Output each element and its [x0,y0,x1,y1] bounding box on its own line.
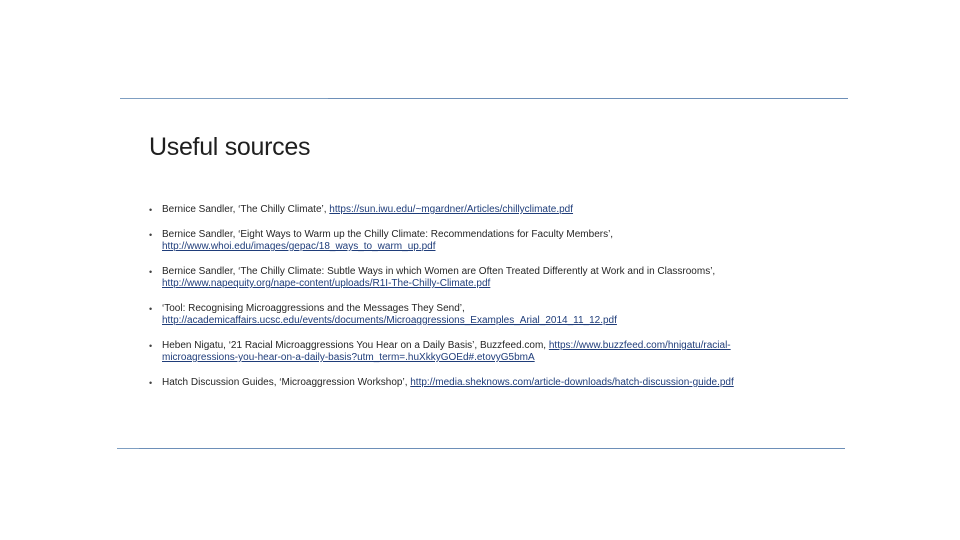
source-text: Bernice Sandler, ‘Eight Ways to Warm up the Chilly Climate: Recommendations for Faculty Members’, [162,229,614,240]
sources-list [149,204,829,389]
source-item-sandler-subtle-ways [149,266,829,290]
source-item-sandler-chilly-climate [149,204,829,216]
source-link[interactable]: http://media.sheknows.com/article-downloads/hatch-discussion-guide.pdf [410,377,734,388]
source-link[interactable]: https://www.buzzfeed.com/hnigatu/racial- [548,340,731,351]
bullet-icon: • [149,378,153,388]
bottom-divider-left [117,448,139,449]
source-item-nigatu-buzzfeed [149,340,829,364]
top-divider-right [328,98,848,99]
bullet-icon: • [149,304,153,314]
source-link[interactable]: http://academicaffairs.ucsc.edu/events/documents/Microaggressions_Examples_Arial_2014_11_12.pdf [162,315,617,326]
source-link[interactable]: http://www.napequity.org/nape-content/uploads/R1I-The-Chilly-Climate.pdf [162,278,491,289]
source-text: Hatch Discussion Guides, ‘Microaggression Workshop’, [162,377,411,388]
source-item-hatch-discussion-guide [149,377,829,389]
bullet-icon: • [149,267,153,277]
source-item-recognising-microaggressions [149,303,829,327]
bullet-icon: • [149,230,153,240]
page-title: Useful sources [149,133,311,161]
bullet-icon: • [149,205,153,215]
top-divider-left [120,98,328,99]
source-text: ‘Tool: Recognising Microaggressions and the Messages They Send’, [162,303,465,314]
source-link-continued[interactable]: microagressions-you-hear-on-a-daily-basis?utm_term=.huXkkyGOEd#.etovyG5bmA [162,352,535,363]
bullet-icon: • [149,341,153,351]
source-item-sandler-eight-ways [149,229,829,253]
source-text: Heben Nigatu, ‘21 Racial Microaggressions You Hear on a Daily Basis’, Buzzfeed.com, [162,340,549,351]
source-link[interactable]: https://sun.iwu.edu/~mgardner/Articles/chillyclimate.pdf [329,204,574,215]
bottom-divider-right [139,448,845,449]
source-link[interactable]: http://www.whoi.edu/images/gepac/18_ways_to_warm_up.pdf [162,241,436,252]
source-text: Bernice Sandler, ‘The Chilly Climate’, [162,204,330,215]
source-text: Bernice Sandler, ‘The Chilly Climate: Subtle Ways in which Women are Often Treated Differently at Work and in Classrooms’, [162,266,716,277]
